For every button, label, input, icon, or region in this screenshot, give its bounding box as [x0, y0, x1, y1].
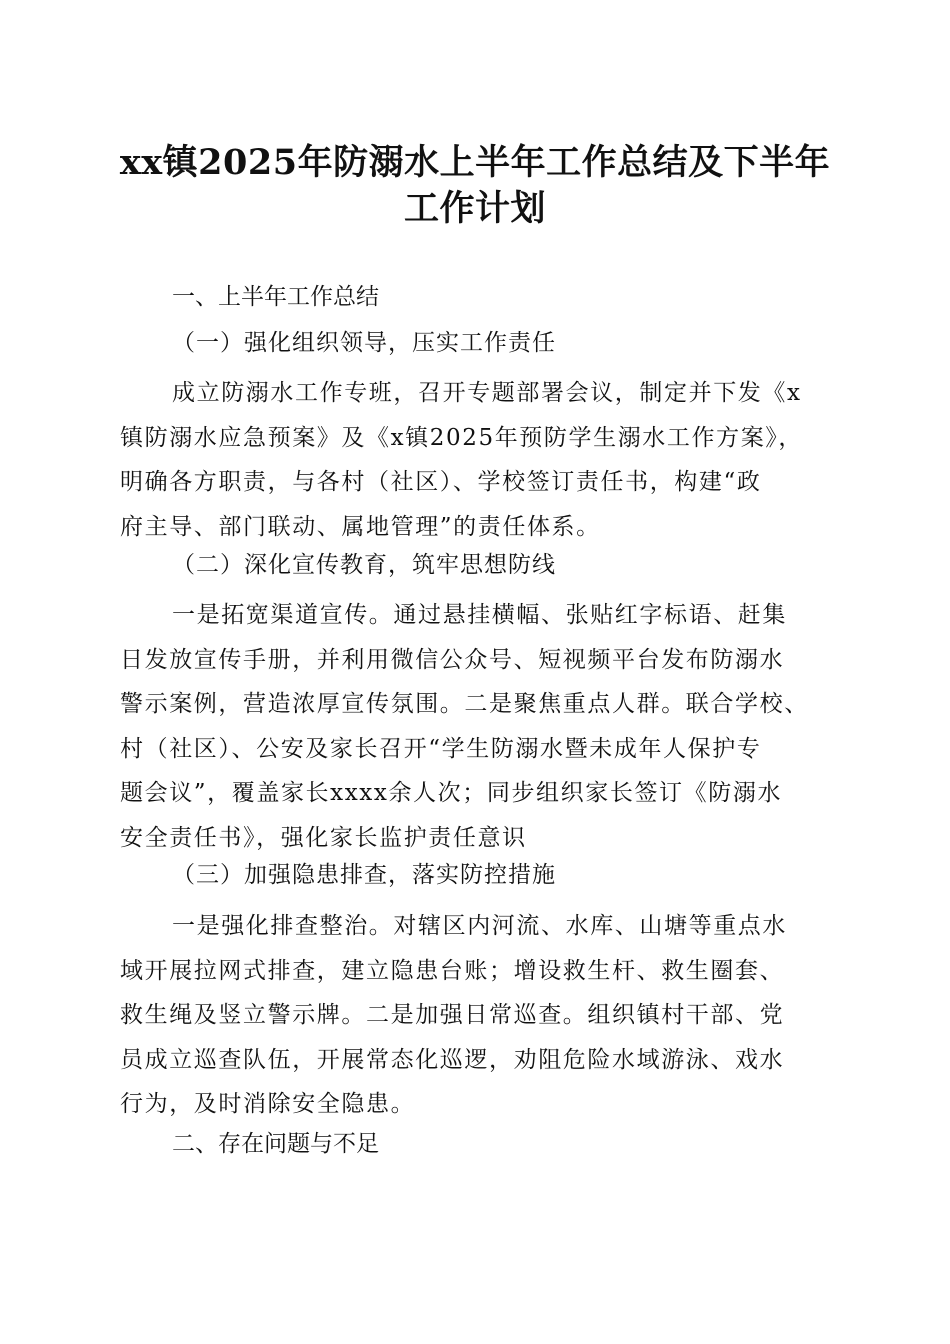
paragraph-line: 一是强化排查整治。对辖区内河流、水库、山塘等重点水 [172, 913, 787, 939]
paragraph-line: 域开展拉网式排查，建立隐患台账；增设救生杆、救生圈套、 [120, 957, 785, 984]
paragraph-line: 行为，及时消除安全隐患。 [120, 1091, 416, 1117]
document-title [0, 140, 950, 232]
title-line-1: xx镇2025年防溺水上半年工作总结及下半年 [119, 142, 831, 183]
subsection-heading-inspection: （三）加强隐患排查，落实防控措施 [172, 862, 556, 888]
paragraph-line: 员成立巡查队伍，开展常态化巡逻，劝阻危险水域游泳、戏水 [120, 1046, 785, 1073]
subsection-heading-publicity: （二）深化宣传教育，筑牢思想防线 [172, 552, 556, 578]
paragraph-organization [120, 371, 803, 549]
paragraph-line: 日发放宣传手册，并利用微信公众号、短视频平台发布防溺水 [120, 646, 785, 673]
paragraph-line: 成立防溺水工作专班，召开专题部署会议，制定并下发《x [172, 380, 802, 406]
paragraph-line: 明确各方职责，与各村（社区）、学校签订责任书，构建“政 [120, 469, 762, 495]
paragraph-line: 救生绳及竖立警示牌。二是加强日常巡查。组织镇村干部、党 [120, 1002, 785, 1028]
paragraph-publicity [120, 593, 809, 860]
section-heading-summary: 一、上半年工作总结 [172, 284, 379, 310]
paragraph-inspection [120, 904, 787, 1127]
paragraph-line: 村（社区）、公安及家长召开“学生防溺水暨未成年人保护专 [120, 735, 762, 762]
paragraph-line: 一是拓宽渠道宣传。通过悬挂横幅、张贴红字标语、赶集 [172, 602, 787, 628]
paragraph-line: 警示案例，营造浓厚宣传氛围。二是聚焦重点人群。联合学校、 [120, 691, 809, 717]
section-heading-problems: 二、存在问题与不足 [172, 1131, 379, 1157]
paragraph-line: 镇防溺水应急预案》及《x镇2025年预防学生溺水工作方案》， [120, 424, 804, 451]
paragraph-line: 安全责任书》，强化家长监护责任意识 [120, 824, 527, 851]
title-line-2: 工作计划 [403, 188, 546, 229]
paragraph-line: 府主导、部门联动、属地管理”的责任体系。 [120, 513, 601, 540]
paragraph-line: 题会议”，覆盖家长xxxx余人次；同步组织家长签订《防溺水 [120, 780, 783, 806]
subsection-heading-organization: （一）强化组织领导，压实工作责任 [172, 330, 556, 356]
